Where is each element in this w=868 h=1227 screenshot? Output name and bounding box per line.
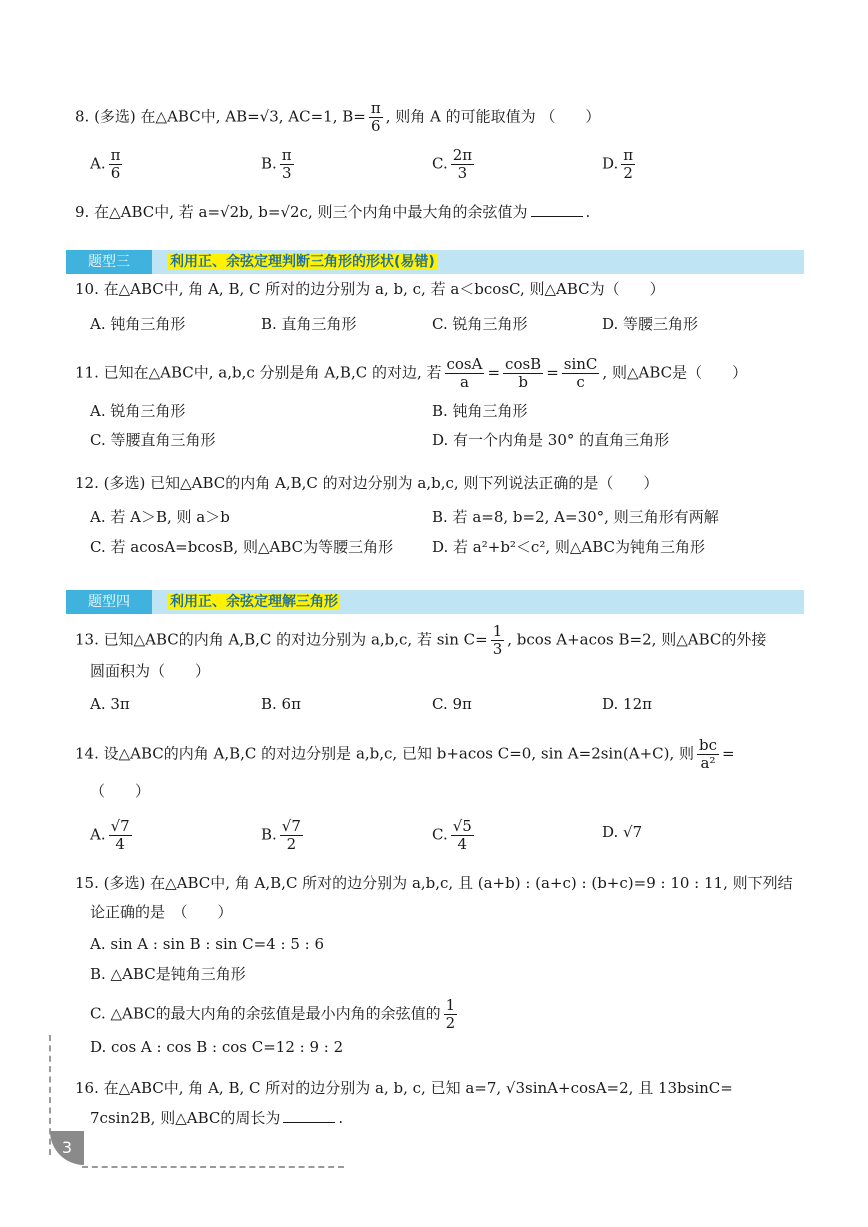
q15-option-c[interactable]: C. △ABC的最大内角的余弦值是最小内角的余弦值的 $\frac{1}{2}$: [90, 996, 456, 1032]
q15-option-b[interactable]: B. △ABC是钝角三角形: [90, 965, 246, 983]
q13-option-d[interactable]: D. 12π: [602, 695, 652, 713]
section-title: 利用正、余弦定理解三角形: [170, 594, 338, 610]
q8-option-c[interactable]: C. $\frac{2\pi}{3}$: [432, 146, 473, 182]
q8-b-fraction: $\frac{\pi}{6}$: [370, 99, 381, 135]
footer-dashed-line: [82, 1166, 344, 1168]
answer-blank[interactable]: [283, 1108, 335, 1123]
q13-option-c[interactable]: C. 9π: [432, 695, 472, 713]
question-10-stem: 10. 在△ABC中, 角 A, B, C 所对的边分别为 a, b, c, 若 a＜bcosC, 则△ABC为（ ）: [75, 280, 665, 298]
question-12-stem: 12. (多选) 已知△ABC的内角 A,B,C 的对边分别为 a,b,c, 则下列说法正确的是（ ）: [75, 474, 659, 492]
q10-option-c[interactable]: C. 锐角三角形: [432, 315, 528, 333]
question-16-stem: 16. 在△ABC中, 角 A, B, C 所对的边分别为 a, b, c, 已知 a=7, √3sinA+cosA=2, 且 13bsinC=: [75, 1079, 733, 1097]
q8-option-b[interactable]: B. $\frac{\pi}{3}$: [261, 146, 292, 182]
section-header-4: [66, 590, 804, 614]
q12-option-c[interactable]: C. 若 acosA=bcosB, 则△ABC为等腰三角形: [90, 538, 394, 556]
q11-option-a[interactable]: A. 锐角三角形: [90, 402, 186, 420]
q10-option-a[interactable]: A. 钝角三角形: [90, 315, 186, 333]
q13-option-a[interactable]: A. 3π: [90, 695, 130, 713]
section-tag: 题型三: [66, 250, 152, 274]
q10-option-b[interactable]: B. 直角三角形: [261, 315, 357, 333]
question-15-line2: 论正确的是 （ ）: [90, 903, 233, 921]
section-tag: 题型四: [66, 590, 152, 614]
question-13-line2: 圆面积为（ ）: [90, 662, 211, 680]
section-title: 利用正、余弦定理判断三角形的形状(易错): [170, 254, 435, 270]
q8-stem-tail: , 则角 A 的可能取值为 （ ）: [385, 107, 601, 126]
q15-option-a[interactable]: A. sin A : sin B : sin C=4 : 5 : 6: [90, 935, 325, 953]
section-header-3: [66, 250, 804, 274]
q11-option-b[interactable]: B. 钝角三角形: [432, 402, 528, 420]
q12-option-d[interactable]: D. 若 a²+b²＜c², 则△ABC为钝角三角形: [432, 538, 706, 556]
question-15-stem: 15. (多选) 在△ABC中, 角 A,B,C 所对的边分别为 a,b,c, 且 (a+b) : (a+c) : (b+c)=9 : 10 : 11, 则下列结: [75, 874, 793, 892]
question-14-stem: 14. 设△ABC的内角 A,B,C 的对边分别是 a,b,c, 已知 b+acos C=0, sin A=2sin(A+C), 则 $\frac{bc}{\text{a²}}$ =: [75, 736, 735, 772]
question-11-stem: 11. 已知在△ABC中, a,b,c 分别是角 A,B,C 的对边, 若 $\frac{\cos A}{a}$ = $\frac{\cos B}{b}$ = $\frac{\sin C}{c}$ , 则△ABC是（ ）: [75, 355, 748, 391]
q8-stem-text: 8. (多选) 在△ABC中, AB=√3, AC=1, B=: [75, 107, 366, 126]
question-14-line2: （ ）: [90, 782, 151, 800]
page-number: 3: [50, 1131, 84, 1165]
q12-option-a[interactable]: A. 若 A＞B, 则 a＞b: [90, 508, 230, 526]
q8-option-d[interactable]: D. $\frac{\pi}{2}$: [602, 146, 634, 182]
q11-option-c[interactable]: C. 等腰直角三角形: [90, 431, 216, 449]
q14-option-a[interactable]: A. $\frac{√7}{4}$: [90, 817, 130, 853]
q10-option-d[interactable]: D. 等腰三角形: [602, 315, 699, 333]
question-9-stem: 9. 在△ABC中, 若 a=√2b, b=√2c, 则三个内角中最大角的余弦值为 .: [75, 203, 591, 221]
q11-option-d[interactable]: D. 有一个内角是 30° 的直角三角形: [432, 431, 670, 449]
q14-option-b[interactable]: B. $\frac{√7}{2}$: [261, 817, 301, 853]
question-16-line2: 7csin2B, 则△ABC的周长为 .: [90, 1109, 344, 1127]
q13-option-b[interactable]: B. 6π: [261, 695, 301, 713]
q14-option-c[interactable]: C. $\frac{√5}{4}$: [432, 817, 472, 853]
question-13-stem: 13. 已知△ABC的内角 A,B,C 的对边分别为 a,b,c, 若 sin C= $\frac{1}{3}$ , bcos A+acos B=2, 则△ABC的外接: [75, 622, 767, 658]
question-8-stem: [75, 100, 600, 135]
q15-option-d[interactable]: D. cos A : cos B : cos C=12 : 9 : 2: [90, 1038, 344, 1056]
q14-option-d[interactable]: D. √7: [602, 823, 643, 841]
answer-blank[interactable]: [531, 202, 583, 217]
q8-option-a[interactable]: A. $\frac{\pi}{6}$: [90, 146, 121, 182]
q12-option-b[interactable]: B. 若 a=8, b=2, A=30°, 则三角形有两解: [432, 508, 719, 526]
